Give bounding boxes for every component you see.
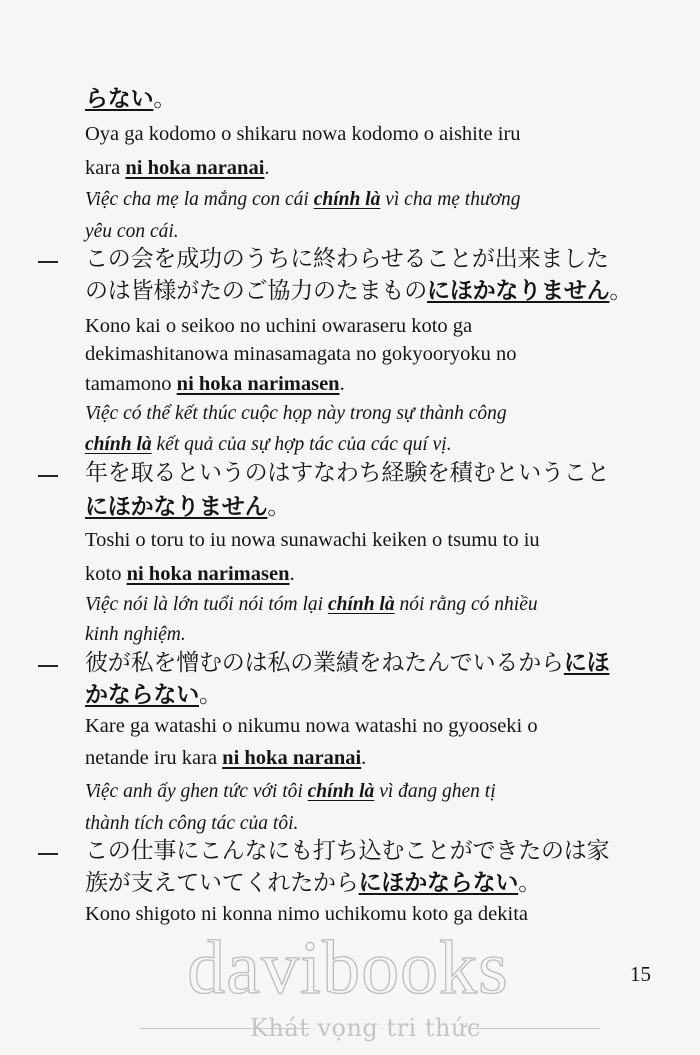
romaji-line — [85, 158, 270, 179]
text-run: 彼が私を憎むのは私の業績をねたんでいるから — [85, 650, 564, 676]
emphasis-text: ni hoka naranai — [125, 157, 265, 179]
japanese-line — [85, 872, 541, 895]
text-run: . — [361, 747, 367, 769]
text-run: nói rằng có nhiều — [394, 594, 538, 615]
japanese-line — [85, 88, 176, 111]
vietnamese-line — [85, 222, 179, 242]
text-run: この仕事にこんなにも打ち込むことができたのは家 — [85, 838, 610, 864]
romaji-line — [85, 344, 517, 365]
romaji-line — [85, 904, 528, 925]
emphasis-text: ni hoka narimasen — [176, 373, 340, 395]
watermark-brand: davibooks — [187, 926, 509, 1010]
emphasis-text: らない — [85, 86, 154, 112]
text-run: 。 — [518, 870, 542, 896]
emphasis-text: かならない — [85, 682, 200, 708]
vietnamese-line — [85, 814, 298, 834]
text-run: thành tích công tác của tôi. — [85, 813, 299, 834]
text-run: netande iru kara — [85, 747, 223, 769]
romaji-line — [85, 530, 540, 551]
text-run: Việc cha mẹ la mắng con cái — [85, 189, 314, 210]
text-run: kinh nghiệm. — [85, 624, 186, 645]
romaji-line — [85, 564, 295, 585]
emphasis-text: chính là — [307, 781, 375, 802]
text-run: Việc anh ấy ghen tức với tôi — [85, 781, 308, 802]
text-run: . — [264, 157, 270, 179]
text-run: この会を成功のうちに終わらせることが出来ました — [85, 246, 609, 272]
japanese-line — [85, 652, 609, 675]
text-run: tamamono — [85, 373, 177, 395]
text-run: Toshi o toru to iu nowa sunawachi keiken o tsumu to iu — [85, 529, 540, 551]
text-run: 。 — [153, 86, 177, 112]
vietnamese-line — [85, 595, 538, 615]
text-run: Kare ga watashi o nikumu nowa watashi no gyooseki o — [85, 715, 538, 737]
emphasis-text: にほかなりません — [85, 494, 268, 520]
emphasis-text: chính là — [313, 189, 381, 210]
vietnamese-line — [85, 625, 186, 645]
text-run: 。 — [199, 682, 222, 708]
vietnamese-line — [85, 782, 496, 802]
japanese-line — [85, 280, 632, 303]
text-run: koto — [85, 563, 127, 585]
bullet-dash — [38, 665, 58, 667]
text-run: vì đang ghen tị — [374, 781, 496, 802]
text-run: yêu con cái. — [85, 221, 179, 242]
text-run: Oya ga kodomo o shikaru nowa kodomo o aishite iru — [85, 123, 521, 145]
romaji-line — [85, 748, 366, 769]
text-run: kết quả của sự hợp tác của các quí vị. — [151, 434, 452, 455]
vietnamese-line — [85, 190, 521, 210]
romaji-line — [85, 374, 345, 395]
bullet-dash — [38, 261, 58, 263]
emphasis-text: にほかなりません — [427, 278, 610, 304]
watermark-tagline: Khát vọng tri thức — [250, 1014, 481, 1042]
text-run: のは皆様がたのご協力のたまもの — [85, 278, 428, 304]
text-run: . — [289, 563, 295, 585]
text-run: Việc nói là lớn tuổi nói tóm lại — [85, 594, 328, 615]
japanese-line — [85, 462, 609, 485]
emphasis-text: ni hoka naranai — [222, 747, 362, 769]
text-run: Kono kai o seikoo no uchini owaraseru koto ga — [85, 315, 473, 337]
romaji-line — [85, 124, 521, 145]
emphasis-text: にほ — [563, 650, 610, 676]
page-number: 15 — [630, 962, 651, 986]
vietnamese-line — [85, 435, 452, 455]
romaji-line — [85, 716, 538, 737]
text-run: 。 — [609, 278, 633, 304]
japanese-line — [85, 840, 609, 863]
text-run: Kono shigoto ni konna nimo uchikomu koto ga dekita — [85, 903, 528, 925]
vietnamese-line — [85, 404, 507, 424]
text-run: vì cha mẹ thương — [380, 189, 521, 210]
text-run: . — [339, 373, 345, 395]
emphasis-text: chính là — [327, 594, 395, 615]
emphasis-text: chính là — [85, 434, 152, 455]
text-run: 年を取るというのはすなわち経験を積むということ — [85, 460, 610, 486]
watermark-rule-right — [470, 1028, 600, 1029]
japanese-line — [85, 248, 609, 271]
bullet-dash — [38, 853, 58, 855]
text-run: 。 — [267, 494, 291, 520]
text-run: 族が支えていてくれたから — [85, 870, 359, 896]
romaji-line — [85, 316, 472, 337]
text-run: dekimashitanowa minasamagata no gokyooryoku no — [85, 343, 517, 365]
japanese-line — [85, 496, 290, 519]
bullet-dash — [38, 475, 58, 477]
text-run: Việc có thể kết thúc cuộc họp này trong sự thành công — [85, 403, 507, 424]
emphasis-text: にほかならない — [358, 870, 519, 896]
emphasis-text: ni hoka narimasen — [126, 563, 290, 585]
text-run: kara — [85, 157, 126, 179]
japanese-line — [85, 684, 222, 707]
